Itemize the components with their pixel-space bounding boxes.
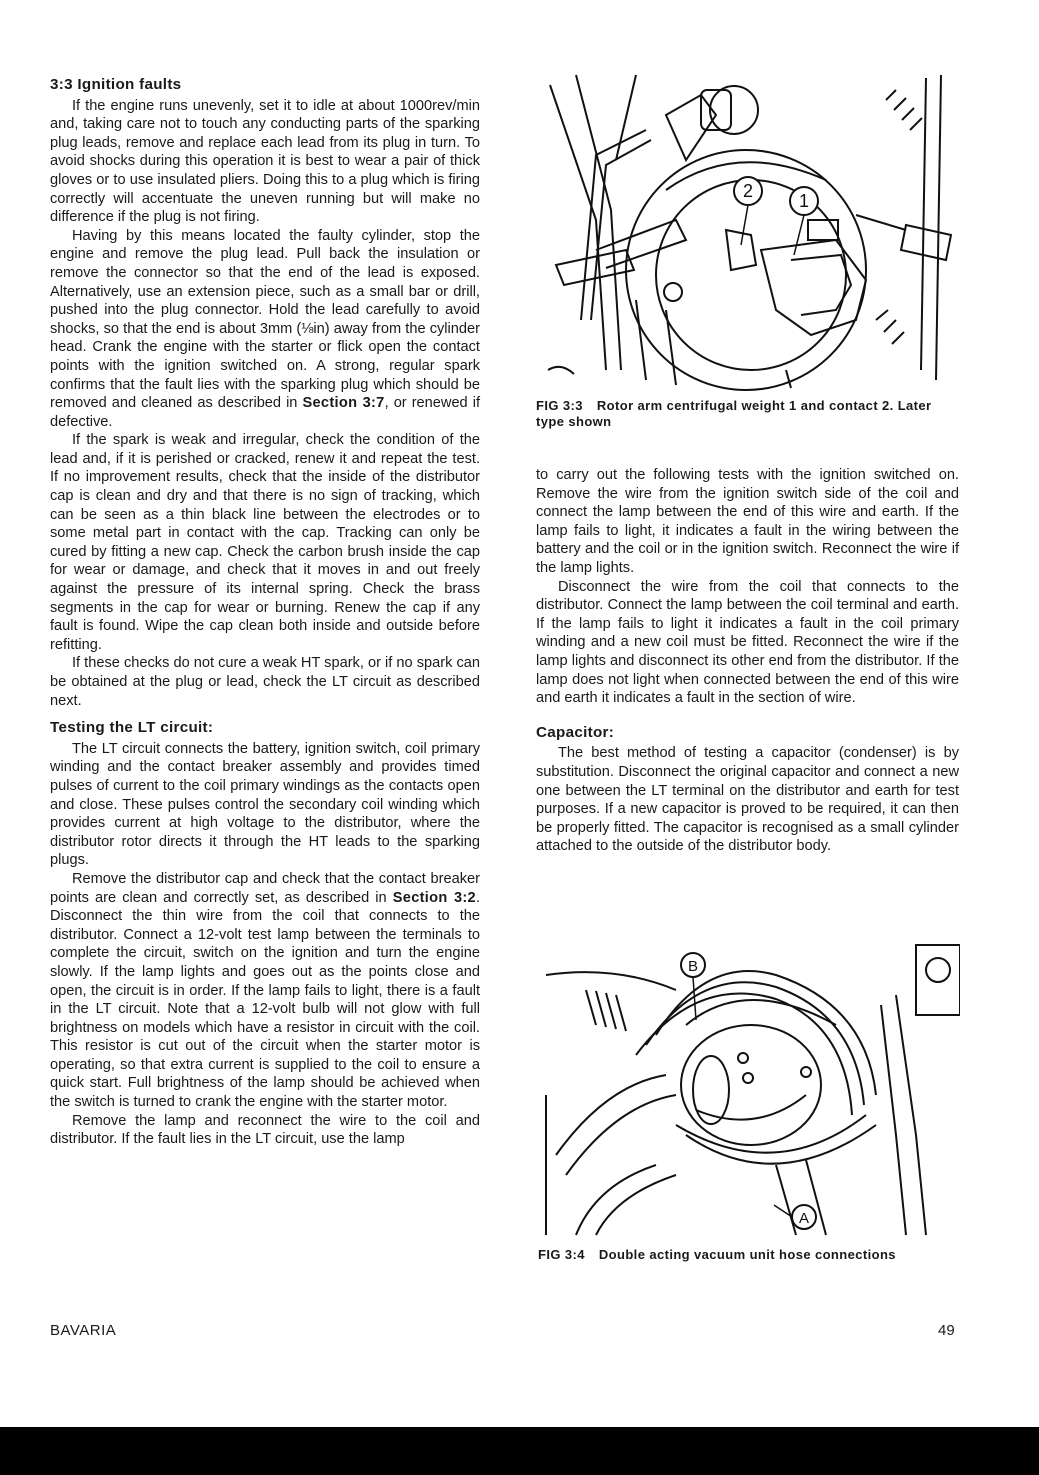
paragraph: Remove the lamp and reconnect the wire to the coil and distributor. If the fault lies in the LT circuit, use the lamp — [50, 1112, 480, 1148]
figure-caption-3-3 — [536, 398, 960, 430]
paragraph: Disconnect the wire from the coil that connects to the distributor. Connect the lamp between the coil terminal and earth. If the lamp fails to light it indicates a fault in the coil primary winding and a new coil must be fitted. Reconnect the wire if the lamp lights and disconnect its other end from the distributor. If the lamp does not light when connected between the end of this wire and earth it indicates a fault in the section of wire. — [536, 578, 959, 707]
figure-number: FIG 3:4 — [538, 1247, 585, 1262]
scan-border — [0, 1427, 1039, 1475]
callout-label-a: A — [798, 1210, 810, 1227]
figure-number: FIG 3:3 — [536, 398, 583, 413]
section-heading-capacitor: Capacitor: — [536, 723, 615, 741]
paragraph: The LT circuit connects the battery, ignition switch, coil primary winding and the contact breaker assembly and provides timed pulses of current to the coil primary windings as the contacts open and close. These pulses control the secondary coil winding which provides current at high voltage to the distributor, where the distributor rotor directs it through the HT leads to the sparking plugs. — [50, 740, 480, 869]
figure-caption-text: Rotor arm centrifugal weight 1 and contact 2. Later type shown — [536, 398, 932, 429]
paragraph: Having by this means located the faulty cylinder, stop the engine and remove the plug lead. Pull back the insulation or remove the connector so that the end of the lead is exposed. Alternatively, use an extension piece, such as a small bar or drill, pushed into the plug connector. Hold the lead carefully to avoid shocks, so that the end is about 3mm (⅛in) away from the cylinder head. Crank the engine with the starter or flick open the contact points with the ignition switched on. A strong, regular spark confirms that the fault lies with the sparking plug which should be removed and cleaned as described in Section 3:7, or renewed if defective. — [50, 227, 480, 430]
paragraph: If the spark is weak and irregular, check the condition of the lead and, if it is perished or cracked, renew it and repeat the test. If no improvement results, check that the inside of the distributor cap is clean and dry and that there is no sign of tracking, which can be seen as a thin black line between the electrodes or to some metal part in contact with the cap. Tracking can only be cured by fitting a new cap. Check the carbon brush inside the cap for wear or damage, and check that it moves in and out freely against the pressure of its internal spring. Check the brass segments in the cap for wear or burning. Renew the cap if any fault is found. Wipe the cap clean both inside and outside before refitting. — [50, 432, 480, 653]
figure-caption-text: Double acting vacuum unit hose connections — [598, 1247, 896, 1262]
section-heading-testing-lt-circuit: Testing the LT circuit: — [50, 719, 214, 737]
callout-label-2: 2 — [742, 181, 754, 201]
section-heading-ignition-faults: 3:3 Ignition faults — [50, 76, 182, 93]
figure-rotor-arm — [536, 70, 960, 392]
figure-caption-3-4 — [538, 1247, 962, 1263]
section-reference: Section 3:7 — [302, 395, 385, 412]
vacuum-unit-illustration — [536, 935, 960, 1241]
section-reference: Section 3:2 — [392, 889, 476, 906]
page-number: 49 — [938, 1322, 955, 1339]
paragraph: Remove the distributor cap and check that the contact breaker points are clean and correctly set, as described in Section 3:2. Disconnect the thin wire from the coil that connects to the distributor. Connect a 12-volt test lamp between the terminals to complete the circuit, switch on the ignition and turn the engine slowly. If the lamp lights and goes out as the points close and open, the circuit is in order. If the lamp fails to light, there is a fault in the LT circuit. Note that a 12-volt bulb will not glow with full brightness on models which have a resistor in circuit with the coil. This resistor is cut out of the circuit when the starter motor is operating, so that extra current is supplied to the coil to ensure a quick start. Full brightness of the lamp should be achieved when the switch is turned to crank the engine with the starter motor. — [50, 870, 480, 1111]
figure-vacuum-unit — [536, 935, 960, 1241]
footer-book-title: BAVARIA — [50, 1322, 117, 1339]
callout-label-b: B — [687, 958, 699, 975]
left-column — [50, 76, 480, 1149]
rotor-arm-illustration — [536, 70, 960, 392]
paragraph: to carry out the following tests with the ignition switched on. Remove the wire from the ignition switch side of the coil and connect the lamp between the end of this wire and earth. If the lamp fails to light, it indicates a fault in the wiring between the battery and the coil or in the ignition switch. Reconnect the wire if the lamp lights. — [536, 467, 959, 576]
paragraph: The best method of testing a capacitor (condenser) is by substitution. Disconnect the original capacitor and connect a new one between the LT terminal on the distributor and earth for test purposes. If a new capacitor is proved to be required, it can then be properly fitted. The capacitor is recognised as a small cylinder attached to the outside of the distributor body. — [536, 745, 959, 855]
paragraph: If these checks do not cure a weak HT spark, or if no spark can be obtained at the plug or lead, check the LT circuit as described next. — [50, 655, 480, 709]
callout-label-1: 1 — [798, 191, 810, 211]
paragraph: If the engine runs unevenly, set it to idle at about 1000rev/min and, taking care not to touch any conducting parts of the sparking plug leads, remove and replace each lead from its plug in turn. To avoid shocks during this operation it is best to wear a pair of thick gloves or to use insulated pliers. Doing this to a plug which is firing correctly will accentuate the uneven running but will make no difference if the plug is not firing. — [50, 97, 480, 226]
right-column — [536, 466, 959, 856]
